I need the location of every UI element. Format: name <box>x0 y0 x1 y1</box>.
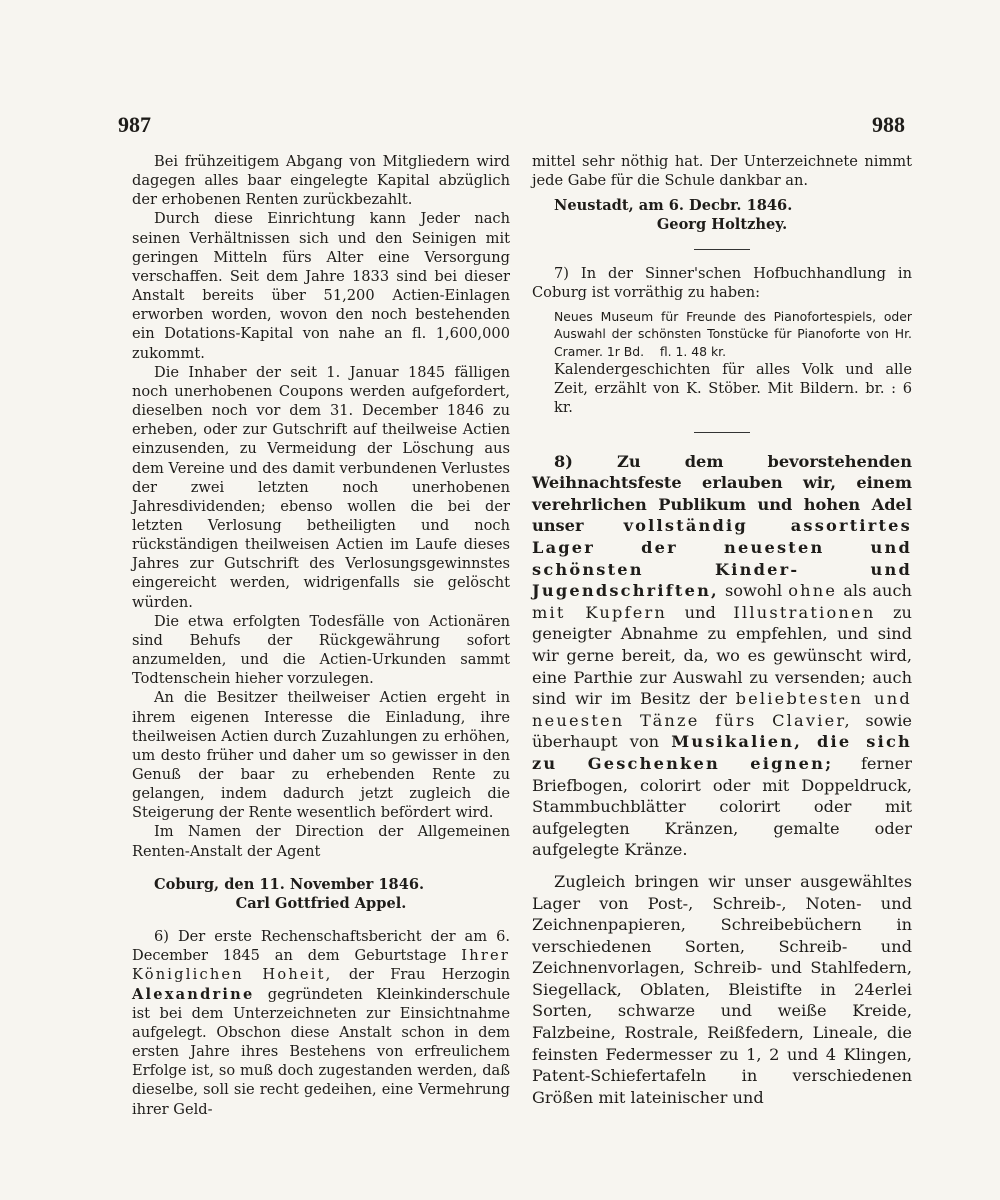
paragraph-deaths: Die etwa erfolgten Todesfälle von Actionären sind Behufs der Rückgewährung sofort anzumelden, und die Actien-Urkunden sammt Todtenschein hieher vorzulegen. <box>132 612 510 688</box>
book-title-museum: Neues Museum für Freunde des Pianofortespiels, oder Auswahl der schönsten Tonstücke für Pianoforte von Hr. Cramer. 1r Bd. fl. 1. 48 kr. <box>554 308 912 359</box>
book-title-calendar: Kalendergeschichten für alles Volk und alle Zeit, erzählt von K. Stöber. Mit Bildern. br. <box>554 361 912 398</box>
report-text-alexandrine: Alexandrine <box>132 985 255 1003</box>
offer-illustrationen: Illustrationen <box>733 602 876 622</box>
offer-recommend: zu geneigter Abnahme zu empfehlen, und sind wir gerne bereit, da, wo es gewünscht wird, eine Parthie zur Auswahl zu versenden; auch sind wir im Besitz der <box>532 602 912 709</box>
paragraph-partial-shares: An die Besitzer theilweiser Actien ergeht in ihrem eigenen Interesse die Einladung, ihre theilweisen Actien durch Zuzahlungen zu erhöhen, um desto früher und daher um so gewisser in den Genuß der baar zu erhebenden Rente zu gelangen, indem dadurch jetzt zugleich die Steigerung der Rente wesentlich befördert wird. <box>132 689 510 822</box>
left-column <box>132 152 510 1119</box>
offer-als-auch: als auch <box>843 581 912 601</box>
report-text-end: gegründeten Kleinkinderschule ist bei dem Unterzeichneten zur Einsichtnahme aufgelegt. Obschon diese Anstalt schon in dem ersten Jahre ihres Bestehens von erfreulichem Erfolge ist, so muß doch zugestanden werden, daß dieselbe, soll sie recht gedeihen, eine Vermehrung ihrer Geld- <box>132 985 511 1118</box>
offer-stock: vollständig assortirtes Lager der neuesten und schönsten Kinder- und Jugendschriften, <box>532 516 912 601</box>
paragraph-coupons: Die Inhaber der seit 1. Januar 1845 fälligen noch unerhobenen Coupons werden aufgefordert, dieselben noch vor dem 31. December 1846 zu erheben, oder zur Gutschrift auf theilweise Actien einzusenden, zu Vermeidung der Löschung aus dem Vereine und des damit verbundenen Verlustes der zwei letzten noch unerhobenen Jahresdividenden; ebenso wollen die bei der letzten Verlosung betheiligten und noch rückständigen theilweisen Actien im Laufe dieses Jahres zur Gutschrift des Verlosungsgewinnstes eingereicht werden, widrigenfalls sie gelöscht würden. <box>132 363 510 611</box>
paragraph-kindergarten-report <box>132 927 510 1119</box>
signature-holtzhey: Georg Holtzhey. <box>656 216 788 234</box>
offer-intro: 8) Zu dem bevorstehenden Weihnachtsfeste erlauben wir, einem verehrlichen Publikum und hohen Adel unser <box>532 451 912 536</box>
separator-rule <box>694 249 750 250</box>
signature-appel: Carl Gottfried Appel. <box>235 894 407 912</box>
paragraph-christmas-offer <box>532 451 912 861</box>
book-listing-calendar: Kalendergeschichten für alles Volk und alle Zeit, erzählt von K. Stöber. Mit Bildern. br. : 6 kr. <box>554 361 912 417</box>
right-column <box>532 152 912 1108</box>
offer-music: Musikalien, die sich zu Geschenken eignen; <box>532 732 912 773</box>
paragraph-institution: Durch diese Einrichtung kann Jeder nach seinen Verhältnissen sich und den Seinigen mit geringen Mitteln fürs Alter eine Versorgung verschaffen. Seit dem Jahre 1833 sind bei dieser Anstalt bereits über 51,200 Actien-Einlagen erworben worden, wovon den noch bestehenden ein Dotations-Kapital von nahe an fl. 1,600,000 zukommt. <box>132 210 510 362</box>
paragraph-school-funds: mittel sehr nöthig hat. Der Unterzeichnete nimmt jede Gabe für die Schule dankbar an. <box>532 153 912 190</box>
report-text-duchess: der Frau Herzogin <box>348 966 510 984</box>
page-number-left: 987 <box>118 112 151 137</box>
paragraph-paper-goods: Zugleich bringen wir unser ausgewähltes Lager von Post-, Schreib-, Noten- und Zeichnenpapieren, Schreibebüchern in verschiedenen Sorten, Schreib- und Zeichnenvorlagen, Schreib- und Stahlfedern, Siegellack, Oblaten, Bleistifte in 24erlei Sorten, schwarze und weiße Kreide, Falzbeine, Rostrale, Reißfedern, Lineale, die feinsten Federmesser zu 1, 2 und 4 Klingen, Patent-Schiefertafeln in verschiedenen Größen mit lateinischer und <box>532 871 912 1107</box>
offer-mit-kupfern: mit Kupfern <box>532 602 668 622</box>
offer-sowie: sowie überhaupt von <box>532 710 913 752</box>
offer-sowohl: sowohl <box>724 581 783 601</box>
place-date-coburg: Coburg, den 11. November 1846. <box>154 875 425 893</box>
offer-dances: beliebtesten und neuesten Tänze fürs Clavier, <box>532 689 912 730</box>
report-text-highness: Ihrer Königlichen Hoheit, <box>132 947 511 984</box>
book-price-museum: fl. 1. 48 kr. <box>659 343 727 359</box>
offer-ohne: ohne <box>788 581 838 601</box>
separator-rule-2 <box>694 432 750 433</box>
book-price-calendar: 6 kr. <box>554 380 912 417</box>
paragraph-bookshop: 7) In der Sinner'schen Hofbuchhandlung in Coburg ist vorräthig zu haben: <box>532 264 912 301</box>
offer-und: und <box>684 602 716 622</box>
report-text-start: 6) Der erste Rechenschaftsbericht der am 6. December 1845 an dem Geburtstage <box>132 928 510 965</box>
place-date-neustadt: Neustadt, am 6. Decbr. 1846. <box>554 197 793 215</box>
book-listing-museum <box>532 308 912 360</box>
direction-line: Im Namen der Direction der Allgemeinen Renten-Anstalt der Agent <box>132 823 510 860</box>
offer-stationery: ferner Briefbogen, colorirt oder mit Doppeldruck, Stammbuchblätter colorirt oder mit aufgelegten Kränzen, gemalte oder aufgelegte Kränze. <box>532 753 912 860</box>
paragraph-early-departure: Bei frühzeitigem Abgang von Mitgliedern wird dagegen alles baar eingelegte Kapital abzüglich der erhobenen Renten zurückbezahlt. <box>132 153 510 209</box>
page-number-right: 988 <box>872 112 905 137</box>
